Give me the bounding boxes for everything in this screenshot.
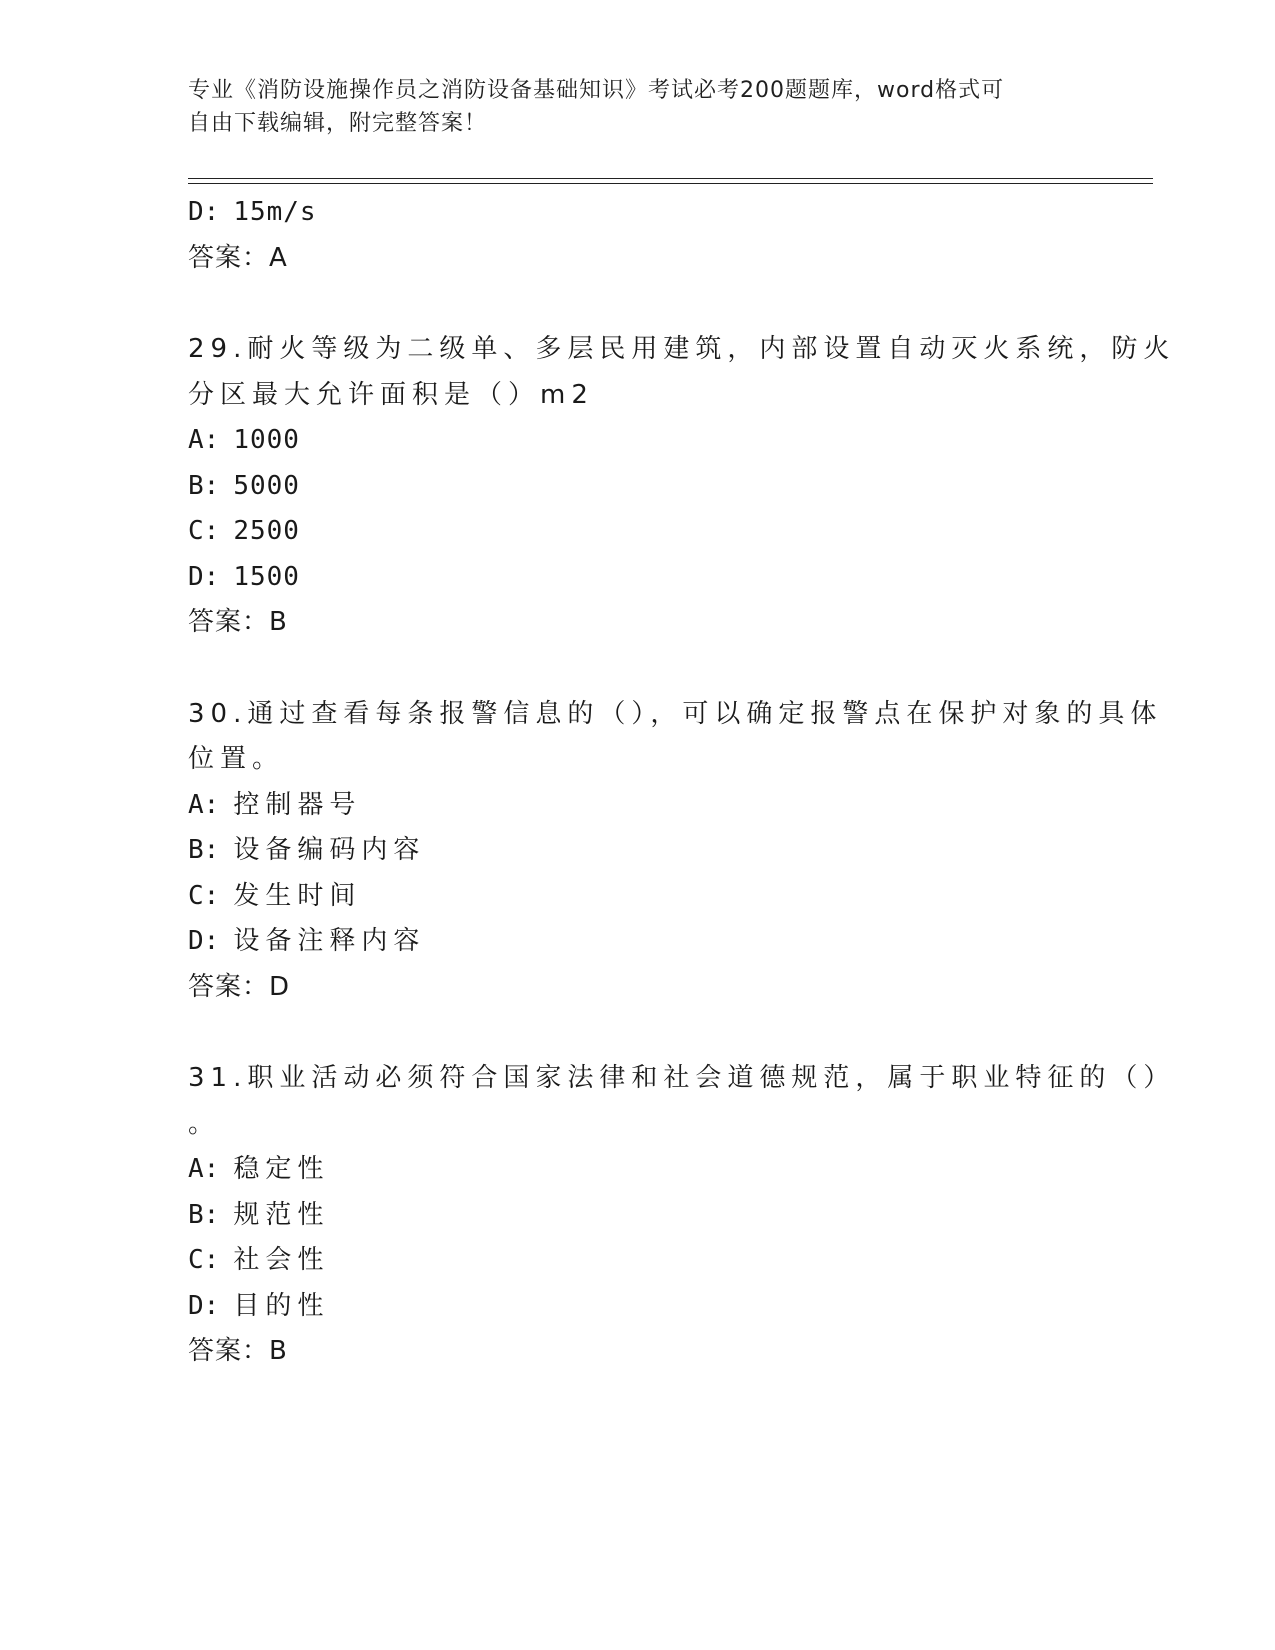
option-text: 1000 [233, 425, 300, 455]
spacer [188, 281, 1128, 327]
prev-question-answer: 答案：A [188, 242, 288, 273]
prev-question-option-d [188, 190, 1128, 236]
question-29-option-b [188, 464, 1128, 510]
option-letter: C: [188, 516, 220, 546]
question-31-option-b [188, 1193, 1128, 1239]
option-text: 目的性 [233, 1290, 330, 1321]
question-31-option-d [188, 1284, 1128, 1330]
question-29-option-c [188, 509, 1128, 555]
header-divider-bottom [188, 183, 1153, 184]
question-30-stem-line-1: 30.通过查看每条报警信息的（），可以确定报警点在保护对象的具体 [188, 698, 1163, 729]
option-text: 控制器号 [233, 789, 362, 820]
option-text: 设备注释内容 [233, 926, 426, 956]
option-letter: D: [188, 926, 220, 956]
spacer [188, 1010, 1128, 1056]
option-letter: B: [188, 1199, 220, 1230]
question-30-answer: 答案：D [188, 971, 291, 1002]
question-29-option-d [188, 555, 1128, 601]
header-line-2: 自由下载编辑，附完整答案！ [188, 111, 488, 136]
question-31-answer: 答案：B [188, 1336, 288, 1366]
spacer [188, 646, 1128, 692]
option-text: 稳定性 [233, 1154, 330, 1184]
question-31-option-c [188, 1238, 1128, 1284]
question-30-option-a [188, 783, 1128, 829]
option-text: 社会性 [233, 1245, 330, 1275]
header-divider-top [188, 178, 1153, 179]
question-30-stem-line-2: 位置。 [188, 744, 285, 774]
option-text: 1500 [233, 561, 300, 592]
option-letter: A: [188, 425, 220, 455]
option-letter: C: [188, 880, 220, 911]
option-text: 规范性 [233, 1199, 330, 1230]
question-30-option-c [188, 874, 1128, 920]
option-text: 设备编码内容 [233, 835, 426, 865]
document-header [188, 74, 1088, 140]
option-letter: D: [188, 197, 220, 227]
question-29-stem-line-1: 29.耐火等级为二级单、多层民用建筑，内部设置自动灭火系统，防火 [188, 334, 1176, 364]
option-letter: A: [188, 789, 220, 820]
option-text: 发生时间 [233, 880, 362, 911]
question-30-option-b [188, 828, 1128, 874]
question-29-stem-line-2: 分区最大允许面积是（）m2 [188, 379, 594, 410]
option-letter: C: [188, 1245, 220, 1275]
question-29-answer: 答案：B [188, 607, 288, 637]
option-text: 5000 [233, 470, 300, 501]
option-letter: B: [188, 470, 220, 501]
question-31-stem-line-1: 31.职业活动必须符合国家法律和社会道德规范，属于职业特征的（） [188, 1063, 1176, 1093]
question-list [188, 190, 1176, 1375]
option-text: 15m/s [233, 197, 317, 227]
header-line-1: 专业《消防设施操作员之消防设备基础知识》考试必考200题题库，word格式可 [188, 78, 1005, 103]
option-letter: B: [188, 835, 220, 865]
option-letter: D: [188, 1290, 220, 1321]
question-30-option-d [188, 919, 1128, 965]
question-31-stem-line-2: 。 [188, 1108, 221, 1139]
option-text: 2500 [233, 516, 300, 546]
question-29-option-a [188, 418, 1128, 464]
question-31-option-a [188, 1147, 1128, 1193]
option-letter: D: [188, 561, 220, 592]
option-letter: A: [188, 1154, 220, 1184]
